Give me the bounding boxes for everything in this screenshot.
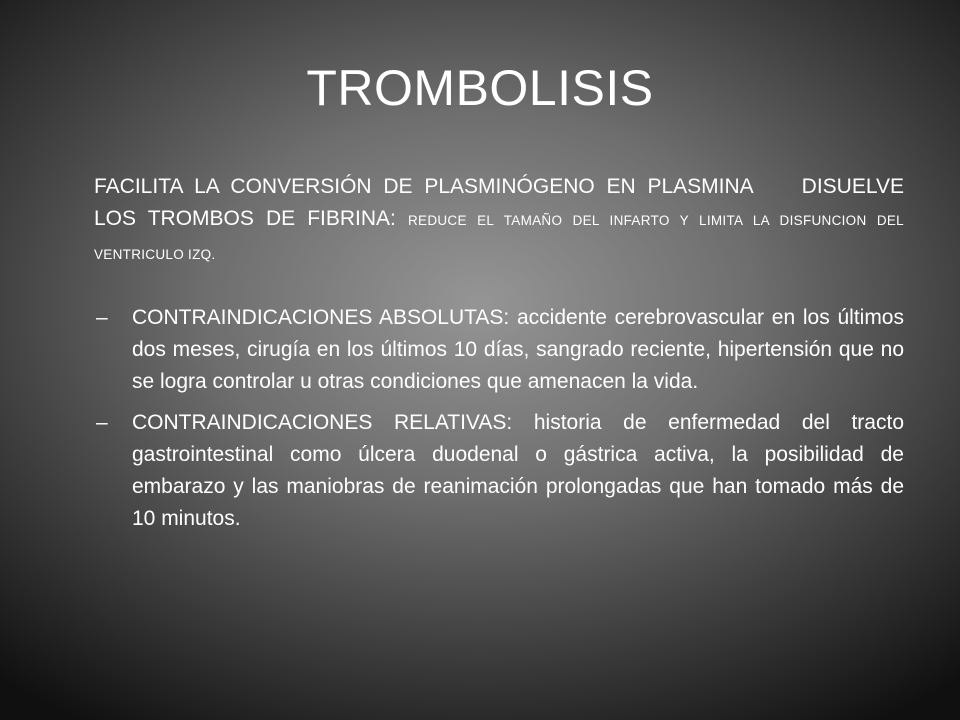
intro-part-effects: REDUCE EL TAMAÑO DEL INFARTO Y LIMITA LA DISFUNCION DEL VENTRICULO IZQ. (94, 213, 904, 262)
bullet-text-relative: CONTRAINDICACIONES RELATIVAS: historia de enfermedad del tracto gastrointestinal como úlcera duodenal o gástrica activa, la posibilidad de embarazo y las maniobras de reanimación prolongadas que han tomado más de 10 minutos. (132, 411, 904, 530)
list-item-absolute (96, 302, 904, 398)
intro-part-dissolve: DISUELVE LOS TROMBOS DE FIBRINA: (94, 175, 904, 230)
intro-part-conversion: FACILITA LA CONVERSIÓN DE PLASMINÓGENO EN PLASMINA (94, 175, 754, 198)
contraindications-list (96, 302, 904, 544)
intro-paragraph (94, 171, 904, 271)
bullet-text-absolute: CONTRAINDICACIONES ABSOLUTAS: accidente cerebrovascular en los últimos dos meses, cirugía en los últimos 10 días, sangrado reciente, hipertensión que no se logra controlar u otras condiciones que amenacen la vida. (132, 306, 904, 393)
slide-title: TROMBOLISIS (306, 60, 654, 116)
bullet-dash: – (96, 306, 108, 329)
list-item-relative (96, 407, 904, 535)
bullet-dash: – (96, 411, 108, 434)
